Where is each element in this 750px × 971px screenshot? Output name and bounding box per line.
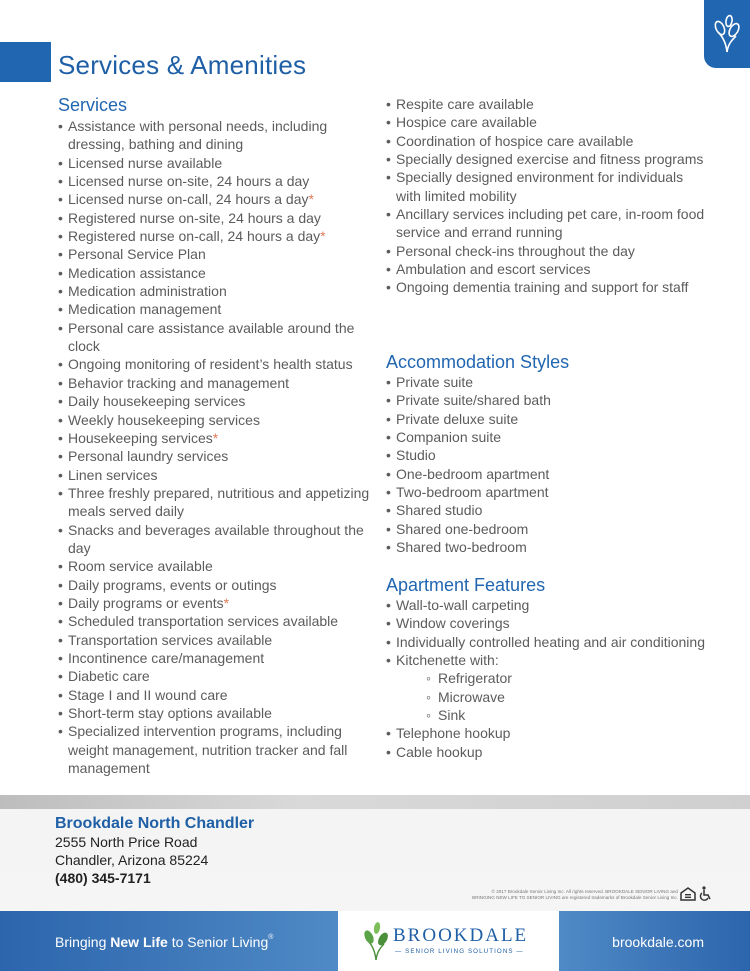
list-item-text: Studio (396, 447, 436, 464)
list-item-text: Microwave (438, 688, 505, 705)
service-item (386, 113, 706, 131)
accommodation-item (386, 465, 706, 483)
service-item (58, 704, 378, 722)
service-item (386, 205, 706, 242)
list-item-text: Daily programs or events (68, 594, 224, 611)
accommodation-item (386, 410, 706, 428)
feature-item (386, 633, 706, 651)
brand-name: BROOKDALE (393, 925, 529, 946)
services-continued-list (386, 95, 706, 297)
service-item (58, 264, 378, 282)
legal-notice (378, 889, 678, 901)
title-accent-bar (0, 42, 51, 82)
service-item (58, 576, 378, 594)
band-top-stripe (0, 795, 750, 809)
feature-item (386, 651, 706, 669)
community-phone[interactable]: (480) 345-7171 (55, 870, 151, 886)
list-item-text: Shared one-bedroom (396, 520, 529, 537)
list-item-text: Room service available (68, 558, 213, 575)
service-item (58, 686, 378, 704)
service-item (386, 168, 706, 205)
registered-mark: ® (268, 934, 274, 941)
list-item-text: Registered nurse on-call, 24 hours a day (68, 228, 321, 245)
list-item-text: Specially designed exercise and fitness programs (396, 151, 704, 168)
list-item-text: Short-term stay options available (68, 705, 272, 721)
list-item-text: Scheduled transportation services available (68, 613, 339, 630)
tagline-start: Bringing (55, 934, 111, 950)
list-item-text: Personal laundry services (68, 448, 229, 465)
service-item (58, 172, 378, 190)
list-item-text: Medication assistance (68, 264, 206, 281)
accommodation-item (386, 373, 706, 391)
service-item (386, 150, 706, 168)
list-item-text: Cable hookup (396, 743, 483, 760)
community-city: Chandler, Arizona 85224 (55, 852, 209, 868)
feature-item (386, 614, 706, 632)
list-item-text: Window coverings (396, 615, 510, 632)
list-item-text: Individually controlled heating and air conditioning (396, 633, 705, 650)
list-item-text: Respite care available (396, 96, 534, 112)
list-item-text: Shared two-bedroom (396, 539, 527, 556)
service-item (58, 594, 378, 612)
service-item (58, 484, 378, 521)
list-item-text: Ongoing monitoring of resident’s health status (68, 356, 353, 373)
list-item-text: Companion suite (396, 429, 502, 446)
tagline (55, 934, 273, 950)
accommodation-styles-heading: Accommodation Styles (386, 352, 570, 372)
service-item (386, 242, 706, 260)
service-item (58, 447, 378, 465)
list-item-text: Personal care assistance available around the clock (68, 319, 355, 355)
list-item-text: Stage I and II wound care (68, 686, 228, 703)
list-item-text: Telephone hookup (396, 725, 511, 742)
list-item-text: Wall-to-wall carpeting (396, 597, 530, 613)
service-item (386, 278, 706, 296)
list-item-text: Diabetic care (68, 668, 150, 685)
legal-line-2: BRINGING NEW LIFE TO SENIOR LIVING are registered trademarks of Brookdale Senior Living Inc. (472, 895, 678, 900)
accommodation-styles-list (386, 373, 706, 556)
list-item-text: Housekeeping services (68, 429, 213, 446)
asterisk-note: * (320, 228, 326, 245)
service-item (58, 667, 378, 685)
wheelchair-icon (699, 886, 713, 902)
list-item-text: Medication management (68, 301, 222, 318)
page-title: Services & Amenities (58, 50, 307, 80)
accommodation-item (386, 428, 706, 446)
community-name: Brookdale North Chandler (55, 815, 255, 832)
service-item (58, 355, 378, 373)
list-item-text: Private suite (396, 374, 474, 390)
service-item (386, 132, 706, 150)
feature-subitem (386, 669, 706, 687)
service-item (58, 209, 378, 227)
service-item (58, 612, 378, 630)
service-item (58, 429, 378, 447)
brand-logo-panel (338, 911, 559, 971)
service-item (58, 649, 378, 667)
list-item-text: Snacks and beverages available throughout the day (68, 521, 364, 556)
community-street: 2555 North Price Road (55, 834, 198, 850)
list-item-text: Assistance with personal needs, including dressing, bathing and dining (68, 118, 328, 153)
services-heading: Services (58, 95, 128, 115)
footer-bar (0, 911, 750, 971)
legal-line-1: © 2017 Brookdale Senior Living Inc. All rights reserved. BROOKDALE SENIOR LIVING and (491, 889, 678, 894)
feature-subitem (386, 688, 706, 706)
accommodation-item (386, 483, 706, 501)
service-item (58, 190, 378, 208)
list-item-text: Personal Service Plan (68, 246, 206, 263)
list-item-text: Specialized intervention programs, including weight management, nutrition tracker and fall management (68, 723, 348, 777)
apartment-features-list (386, 596, 706, 761)
service-item (58, 466, 378, 484)
list-item-text: Ambulation and escort services (396, 261, 591, 278)
tagline-end: to Senior Living (167, 934, 269, 950)
list-item-text: Coordination of hospice care available (396, 132, 634, 149)
brand-logo-tab (704, 0, 750, 68)
service-item (58, 521, 378, 558)
asterisk-note: * (223, 594, 230, 611)
list-item-text: Shared studio (396, 502, 483, 519)
feature-item (386, 596, 706, 614)
brand-subtitle: — SENIOR LIVING SOLUTIONS — (395, 948, 524, 955)
list-item-text: Daily programs, events or outings (68, 576, 277, 593)
list-item-text: Registered nurse on-site, 24 hours a day (68, 209, 321, 226)
service-item (58, 557, 378, 575)
service-item (58, 282, 378, 300)
service-item (386, 95, 706, 113)
service-item (386, 260, 706, 278)
footer-right-panel (559, 911, 750, 971)
list-item-text: Personal check-ins throughout the day (396, 242, 635, 259)
accommodation-item (386, 391, 706, 409)
service-item (58, 154, 378, 172)
footer-left-panel (0, 911, 338, 971)
list-item-text: Behavior tracking and management (68, 374, 290, 391)
service-item (58, 245, 378, 263)
asterisk-note: * (308, 191, 314, 208)
list-item-text: Hospice care available (396, 114, 537, 131)
leaf-sprout-icon (362, 921, 390, 961)
apartment-features-heading: Apartment Features (386, 575, 546, 595)
list-item-text: Three freshly prepared, nutritious and appetizing meals served daily (68, 484, 370, 520)
list-item-text: Daily housekeeping services (68, 393, 246, 410)
services-list (58, 117, 378, 777)
list-item-text: Medication administration (68, 283, 227, 300)
service-item (58, 117, 378, 154)
service-item (58, 227, 378, 245)
list-item-text: Sink (438, 707, 466, 724)
list-item-text: Refrigerator (438, 670, 512, 687)
service-item (58, 631, 378, 649)
service-item (58, 300, 378, 318)
list-item-text: Kitchenette with: (396, 652, 499, 669)
feature-item (386, 743, 706, 761)
list-item-text: Private suite/shared bath (396, 392, 551, 409)
service-item (58, 722, 378, 777)
list-item-text: Linen services (68, 466, 158, 483)
list-item-text: Specially designed environment for individuals with limited mobility (396, 169, 684, 204)
asterisk-note: * (212, 429, 219, 446)
list-item-text: Licensed nurse on-call, 24 hours a day (68, 191, 309, 208)
list-item-text: Ongoing dementia training and support for staff (396, 279, 689, 296)
leaf-sprout-icon (710, 14, 744, 54)
feature-subitem (386, 706, 706, 724)
accommodation-item (386, 520, 706, 538)
website-link[interactable]: brookdale.com (612, 934, 704, 950)
service-item (58, 319, 378, 356)
list-item-text: Two-bedroom apartment (396, 484, 549, 501)
service-item (58, 374, 378, 392)
list-item-text: Transportation services available (68, 631, 273, 648)
accommodation-item (386, 446, 706, 464)
accommodation-item (386, 538, 706, 556)
tagline-bold: New Life (110, 934, 168, 950)
list-item-text: Incontinence care/management (68, 649, 265, 666)
accommodation-item (386, 501, 706, 519)
feature-item (386, 724, 706, 742)
list-item-text: Private deluxe suite (396, 410, 519, 427)
list-item-text: Licensed nurse available (68, 154, 223, 171)
list-item-text: Weekly housekeeping services (68, 411, 260, 428)
list-item-text: One-bedroom apartment (396, 465, 550, 482)
service-item (58, 392, 378, 410)
list-item-text: Licensed nurse on-site, 24 hours a day (68, 173, 310, 190)
service-item (58, 411, 378, 429)
list-item-text: Ancillary services including pet care, in-room food service and errand running (396, 206, 705, 241)
equal-housing-icon (680, 887, 696, 901)
